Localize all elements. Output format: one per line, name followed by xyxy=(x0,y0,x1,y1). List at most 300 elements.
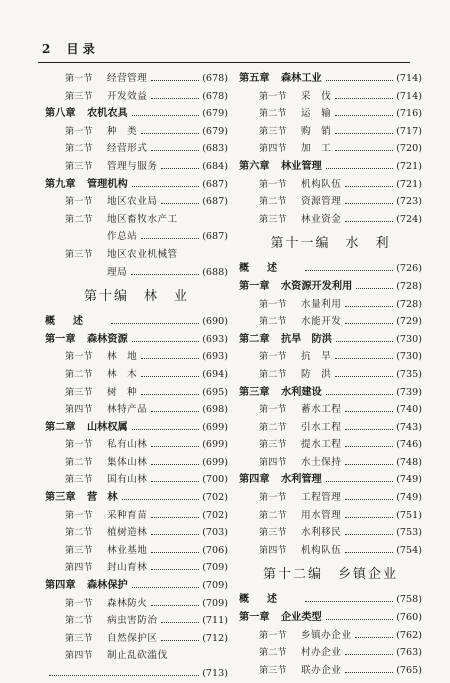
page-ref: (703) xyxy=(202,527,228,539)
page-ref: (714) xyxy=(396,73,422,84)
toc-entry xyxy=(45,88,228,106)
section-number: 第二节 xyxy=(259,421,287,433)
section-number: 第四节 xyxy=(259,544,287,556)
toc-entry xyxy=(239,123,422,141)
toc-summary-entry xyxy=(239,591,422,609)
section-number: 第一节 xyxy=(65,509,93,521)
chapter-number: 第三章 xyxy=(45,492,76,504)
page-ref: (693) xyxy=(202,351,228,363)
dot-leader xyxy=(345,323,393,324)
dot-leader xyxy=(151,464,199,465)
dot-leader xyxy=(151,569,199,570)
dot-leader xyxy=(345,221,393,222)
toc-chapter-entry xyxy=(45,489,228,507)
section-number: 第三节 xyxy=(259,664,287,676)
page-ref: (700) xyxy=(202,474,228,486)
page-ref: (723) xyxy=(396,196,422,208)
section-number: 第二节 xyxy=(259,368,287,380)
entry-title: 用水管理 xyxy=(301,509,342,521)
section-number: 第三节 xyxy=(65,544,93,556)
entry-title: 经营管理 xyxy=(107,73,148,84)
entry-title: 农机农具 xyxy=(87,108,128,120)
dot-leader xyxy=(151,552,199,553)
toc-entry xyxy=(239,88,422,106)
entry-title: 制止乱砍滥伐 xyxy=(107,650,168,662)
page-ref: (702) xyxy=(202,509,228,521)
dot-leader xyxy=(345,186,393,187)
toc-entry xyxy=(45,595,228,613)
toc-chapter-entry xyxy=(239,158,422,176)
entry-title: 私有山林 xyxy=(107,439,148,451)
page-ref: (760) xyxy=(396,612,422,624)
page-ref: (730) xyxy=(396,333,422,345)
dot-leader xyxy=(49,675,199,676)
page-ref: (717) xyxy=(396,125,422,137)
toc-entry xyxy=(239,176,422,194)
entry-title: 抗旱 防洪 xyxy=(281,333,332,345)
toc-entry xyxy=(239,211,422,229)
dot-leader xyxy=(336,341,393,342)
dot-leader xyxy=(326,168,393,169)
dot-leader xyxy=(151,481,199,482)
section-number: 第四节 xyxy=(65,404,93,416)
entry-title: 水资源开发利用 xyxy=(281,280,353,292)
page-ref: (699) xyxy=(202,421,228,433)
dot-leader xyxy=(326,394,393,395)
section-number: 第四节 xyxy=(65,650,93,662)
page-ref: (714) xyxy=(396,90,422,102)
toc-entry xyxy=(239,296,422,314)
dot-leader xyxy=(356,288,393,289)
page-ref: (729) xyxy=(396,316,422,328)
page-ref: (678) xyxy=(202,90,228,102)
page-ref: (721) xyxy=(396,178,422,190)
section-number: 第三节 xyxy=(65,248,93,260)
page-ref: (679) xyxy=(202,108,228,120)
section-number: 第二节 xyxy=(65,615,93,627)
toc-left-column xyxy=(45,70,228,683)
entry-title: 概 述 xyxy=(239,594,281,606)
dot-leader xyxy=(326,481,393,482)
dot-leader xyxy=(132,186,199,187)
toc-chapter-entry xyxy=(239,278,422,296)
toc-entry xyxy=(45,366,228,384)
toc-entry xyxy=(239,366,422,384)
dot-leader xyxy=(141,238,199,239)
page-ref: (735) xyxy=(396,368,422,380)
entry-title: 林业管理 xyxy=(281,160,322,172)
entry-title: 作总站 xyxy=(107,231,138,243)
section-number: 第三节 xyxy=(259,439,287,451)
page-ref: (687) xyxy=(202,196,228,208)
dot-leader xyxy=(111,323,199,324)
toc-chapter-entry xyxy=(45,105,228,123)
page-ref: (687) xyxy=(202,231,228,243)
page-ref: (712) xyxy=(202,632,228,644)
entry-title: 概 述 xyxy=(45,316,87,328)
section-number: 第三节 xyxy=(65,90,93,102)
entry-title: 概 述 xyxy=(239,263,281,275)
page-ref: (765) xyxy=(396,664,422,676)
dot-leader xyxy=(335,98,393,99)
section-number: 第一节 xyxy=(259,629,287,641)
entry-title: 病虫害防治 xyxy=(107,615,158,627)
entry-title: 水量利用 xyxy=(301,298,342,310)
toc-entry xyxy=(239,454,422,472)
toc-summary-entry xyxy=(45,313,228,331)
entry-title: 采种育苗 xyxy=(107,509,148,521)
dot-leader xyxy=(151,98,199,99)
page-number: 2 xyxy=(42,42,51,56)
entry-title: 林业资金 xyxy=(301,213,342,225)
toc-chapter-entry xyxy=(239,70,422,88)
toc-entry xyxy=(45,140,228,158)
section-number: 第二节 xyxy=(65,368,93,380)
dot-leader xyxy=(335,150,393,151)
dot-leader xyxy=(345,672,393,673)
dot-leader xyxy=(151,411,199,412)
entry-title: 树 种 xyxy=(107,386,138,398)
chapter-number: 第三章 xyxy=(239,386,270,398)
entry-title: 乡镇办企业 xyxy=(301,629,352,641)
page-ref: (720) xyxy=(396,143,422,155)
page-ref: (763) xyxy=(396,647,422,659)
entry-title: 企业类型 xyxy=(281,612,322,624)
section-number: 第一节 xyxy=(65,439,93,451)
dot-leader xyxy=(141,376,199,377)
dot-leader xyxy=(151,80,199,81)
entry-title: 地区农业局 xyxy=(107,196,158,208)
page-ref: (746) xyxy=(396,439,422,451)
header-rule xyxy=(38,62,410,63)
toc-entry xyxy=(239,524,422,542)
dot-leader xyxy=(345,203,393,204)
page-ref: (743) xyxy=(396,421,422,433)
page-ref: (709) xyxy=(202,580,228,592)
toc-entry xyxy=(239,436,422,454)
chapter-number: 第四章 xyxy=(239,474,270,486)
page-ref: (678) xyxy=(202,73,228,84)
toc-chapter-entry xyxy=(239,609,422,627)
entry-title: 联办企业 xyxy=(301,664,342,676)
dot-leader xyxy=(345,464,393,465)
dot-leader xyxy=(141,394,199,395)
section-number: 第二节 xyxy=(259,647,287,659)
page-header xyxy=(42,40,95,57)
dot-leader xyxy=(161,622,199,623)
entry-title: 村办企业 xyxy=(301,647,342,659)
section-number: 第二节 xyxy=(65,456,93,468)
entry-title: 森林防火 xyxy=(107,597,148,609)
part-heading: 第十一编 水 利 xyxy=(270,236,391,252)
toc-entry xyxy=(239,644,422,662)
section-number: 第二节 xyxy=(65,143,93,155)
dot-leader xyxy=(132,341,199,342)
dot-leader xyxy=(151,446,199,447)
page-header-title: 目 录 xyxy=(66,42,95,56)
dot-leader xyxy=(335,115,393,116)
page-ref: (739) xyxy=(396,386,422,398)
dot-leader xyxy=(345,654,393,655)
entry-title: 管理机构 xyxy=(87,178,128,190)
toc-entry xyxy=(45,436,228,454)
section-number: 第二节 xyxy=(65,213,93,225)
page-ref: (716) xyxy=(396,108,422,120)
toc-chapter-entry xyxy=(239,384,422,402)
page-ref: (698) xyxy=(202,404,228,416)
dot-leader xyxy=(345,499,393,500)
dot-leader xyxy=(151,150,199,151)
page-ref: (749) xyxy=(396,492,422,504)
page-ref: (687) xyxy=(202,178,228,190)
page-ref: (753) xyxy=(396,527,422,539)
section-number: 第三节 xyxy=(259,213,287,225)
section-number: 第一节 xyxy=(259,90,287,102)
toc-entry xyxy=(239,489,422,507)
toc-entry xyxy=(239,507,422,525)
toc-entry xyxy=(45,542,228,560)
page-ref: (728) xyxy=(396,280,422,292)
entry-title: 运 输 xyxy=(301,108,332,120)
page-ref: (726) xyxy=(396,263,422,275)
page-ref: (693) xyxy=(202,333,228,345)
toc-chapter-entry xyxy=(239,471,422,489)
section-number: 第三节 xyxy=(259,527,287,539)
entry-title: 防 洪 xyxy=(301,368,332,380)
section-number: 第一节 xyxy=(65,196,93,208)
dot-leader xyxy=(305,270,393,271)
section-number: 第三节 xyxy=(65,160,93,172)
dot-leader xyxy=(141,358,199,359)
entry-title: 机构队伍 xyxy=(301,544,342,556)
entry-title: 森林工业 xyxy=(281,73,322,84)
section-number: 第二节 xyxy=(65,527,93,539)
page-ref: (709) xyxy=(202,562,228,574)
entry-title: 采 伐 xyxy=(301,90,332,102)
chapter-number: 第二章 xyxy=(239,333,270,345)
dot-leader xyxy=(345,534,393,535)
toc-entry xyxy=(239,193,422,211)
section-number: 第四节 xyxy=(65,562,93,574)
dot-leader xyxy=(335,358,393,359)
dot-leader xyxy=(345,517,393,518)
section-number: 第二节 xyxy=(259,196,287,208)
section-number: 第一节 xyxy=(65,597,93,609)
entry-title: 林 地 xyxy=(107,351,138,363)
section-number: 第二节 xyxy=(259,509,287,521)
entry-title: 开发效益 xyxy=(107,90,148,102)
dot-leader xyxy=(161,168,199,169)
section-number: 第一节 xyxy=(65,73,93,84)
toc-entry xyxy=(239,313,422,331)
section-number: 第一节 xyxy=(259,492,287,504)
section-number: 第二节 xyxy=(259,316,287,328)
toc-summary-entry xyxy=(239,260,422,278)
dot-leader xyxy=(151,517,199,518)
toc-entry xyxy=(45,193,228,211)
dot-leader xyxy=(132,587,199,588)
toc-chapter-entry xyxy=(45,331,228,349)
toc-entry xyxy=(45,158,228,176)
toc-entry xyxy=(45,454,228,472)
entry-title: 山林权属 xyxy=(87,421,128,433)
entry-title: 水利建设 xyxy=(281,386,322,398)
toc-entry xyxy=(45,401,228,419)
page-ref: (690) xyxy=(202,316,228,328)
dot-leader xyxy=(345,552,393,553)
page-ref: (730) xyxy=(396,351,422,363)
dot-leader xyxy=(161,640,199,641)
entry-title: 经营形式 xyxy=(107,143,148,155)
entry-title: 引水工程 xyxy=(301,421,342,433)
part-heading: 第十二编 乡镇企业 xyxy=(262,567,398,583)
toc-chapter-entry xyxy=(45,577,228,595)
entry-title: 地区畜牧水产工 xyxy=(107,213,178,225)
dot-leader xyxy=(335,376,393,377)
page-ref: (699) xyxy=(202,439,228,451)
dot-leader xyxy=(131,274,199,275)
dot-leader xyxy=(151,605,199,606)
entry-title: 植树造林 xyxy=(107,527,148,539)
page-ref: (751) xyxy=(396,509,422,521)
page-ref: (762) xyxy=(396,629,422,641)
dot-leader xyxy=(132,429,199,430)
entry-title: 森林资源 xyxy=(87,333,128,345)
toc-entry xyxy=(45,246,228,264)
entry-title: 提水工程 xyxy=(301,439,342,451)
toc-entry xyxy=(45,228,228,246)
entry-title: 集体山林 xyxy=(107,456,148,468)
entry-title: 资源管理 xyxy=(301,196,342,208)
section-number: 第一节 xyxy=(65,125,93,137)
section-number: 第三节 xyxy=(259,125,287,137)
toc-chapter-entry xyxy=(239,331,422,349)
entry-title: 水土保持 xyxy=(301,456,342,468)
entry-title: 理局 xyxy=(107,266,128,278)
toc-chapter-entry xyxy=(45,419,228,437)
page-ref: (684) xyxy=(202,160,228,172)
dot-leader xyxy=(345,411,393,412)
section-number: 第四节 xyxy=(259,456,287,468)
toc-chapter-entry xyxy=(45,176,228,194)
entry-title: 水利管理 xyxy=(281,474,322,486)
page-ref: (740) xyxy=(396,404,422,416)
toc-entry xyxy=(45,123,228,141)
dot-leader xyxy=(151,534,199,535)
entry-title: 水能开发 xyxy=(301,316,342,328)
dot-leader xyxy=(345,446,393,447)
toc-entry xyxy=(239,542,422,560)
chapter-number: 第五章 xyxy=(239,73,270,84)
entry-title: 封山育林 xyxy=(107,562,148,574)
entry-title: 国有山林 xyxy=(107,474,148,486)
page-ref: (688) xyxy=(202,266,228,278)
toc-entry xyxy=(239,348,422,366)
toc-entry xyxy=(239,401,422,419)
dot-leader xyxy=(122,499,200,500)
page-ref: (702) xyxy=(202,492,228,504)
section-number: 第三节 xyxy=(65,474,93,486)
dot-leader xyxy=(335,133,393,134)
dot-leader xyxy=(355,637,393,638)
page-ref: (749) xyxy=(396,474,422,486)
toc-entry xyxy=(239,662,422,680)
toc-entry xyxy=(45,211,228,229)
section-number: 第一节 xyxy=(259,178,287,190)
section-number: 第一节 xyxy=(259,351,287,363)
page-ref: (699) xyxy=(202,456,228,468)
page-ref: (754) xyxy=(396,544,422,556)
page-ref: (728) xyxy=(396,298,422,310)
dot-leader xyxy=(326,619,393,620)
page-ref: (721) xyxy=(396,160,422,172)
toc-entry xyxy=(45,559,228,577)
chapter-number: 第二章 xyxy=(45,421,76,433)
entry-title: 购 销 xyxy=(301,125,332,137)
toc-entry xyxy=(45,70,228,88)
toc-entry xyxy=(45,384,228,402)
toc-entry xyxy=(45,630,228,648)
toc-entry xyxy=(45,612,228,630)
toc-right-column xyxy=(239,70,422,679)
chapter-number: 第四章 xyxy=(45,580,76,592)
entry-title: 管理与服务 xyxy=(107,160,158,172)
chapter-number: 第一章 xyxy=(239,612,270,624)
entry-title: 地区农业机械管 xyxy=(107,248,178,260)
toc-entry xyxy=(239,419,422,437)
page-ref: (711) xyxy=(202,615,228,627)
chapter-number: 第一章 xyxy=(45,333,76,345)
entry-title: 加 工 xyxy=(301,143,332,155)
entry-title: 林特产品 xyxy=(107,404,148,416)
entry-title: 种 类 xyxy=(107,125,138,137)
toc-entry xyxy=(45,647,228,665)
page-ref: (713) xyxy=(202,668,228,679)
page-ref: (695) xyxy=(202,386,228,398)
page-ref: (694) xyxy=(202,368,228,380)
entry-title: 抗 旱 xyxy=(301,351,332,363)
toc-entry xyxy=(239,627,422,645)
toc-entry xyxy=(239,140,422,158)
chapter-number: 第一章 xyxy=(239,280,270,292)
entry-title: 机构队伍 xyxy=(301,178,342,190)
entry-title: 营 林 xyxy=(87,492,118,504)
toc-entry xyxy=(45,348,228,366)
dot-leader xyxy=(305,601,393,602)
page-ref: (706) xyxy=(202,544,228,556)
page-ref: (748) xyxy=(396,456,422,468)
toc-entry xyxy=(45,665,228,683)
toc-entry xyxy=(45,471,228,489)
section-number: 第三节 xyxy=(65,386,93,398)
dot-leader xyxy=(132,115,199,116)
entry-title: 水利移民 xyxy=(301,527,342,539)
toc-entry xyxy=(45,524,228,542)
entry-title: 林 木 xyxy=(107,368,138,380)
section-number: 第一节 xyxy=(65,351,93,363)
section-number: 第四节 xyxy=(259,143,287,155)
entry-title: 工程管理 xyxy=(301,492,342,504)
dot-leader xyxy=(161,203,199,204)
entry-title: 森林保护 xyxy=(87,580,128,592)
toc-entry xyxy=(45,264,228,282)
page-ref: (709) xyxy=(202,597,228,609)
entry-title: 林业基地 xyxy=(107,544,148,556)
page-ref: (724) xyxy=(396,213,422,225)
section-number: 第一节 xyxy=(259,404,287,416)
section-number: 第一节 xyxy=(259,298,287,310)
chapter-number: 第九章 xyxy=(45,178,76,190)
